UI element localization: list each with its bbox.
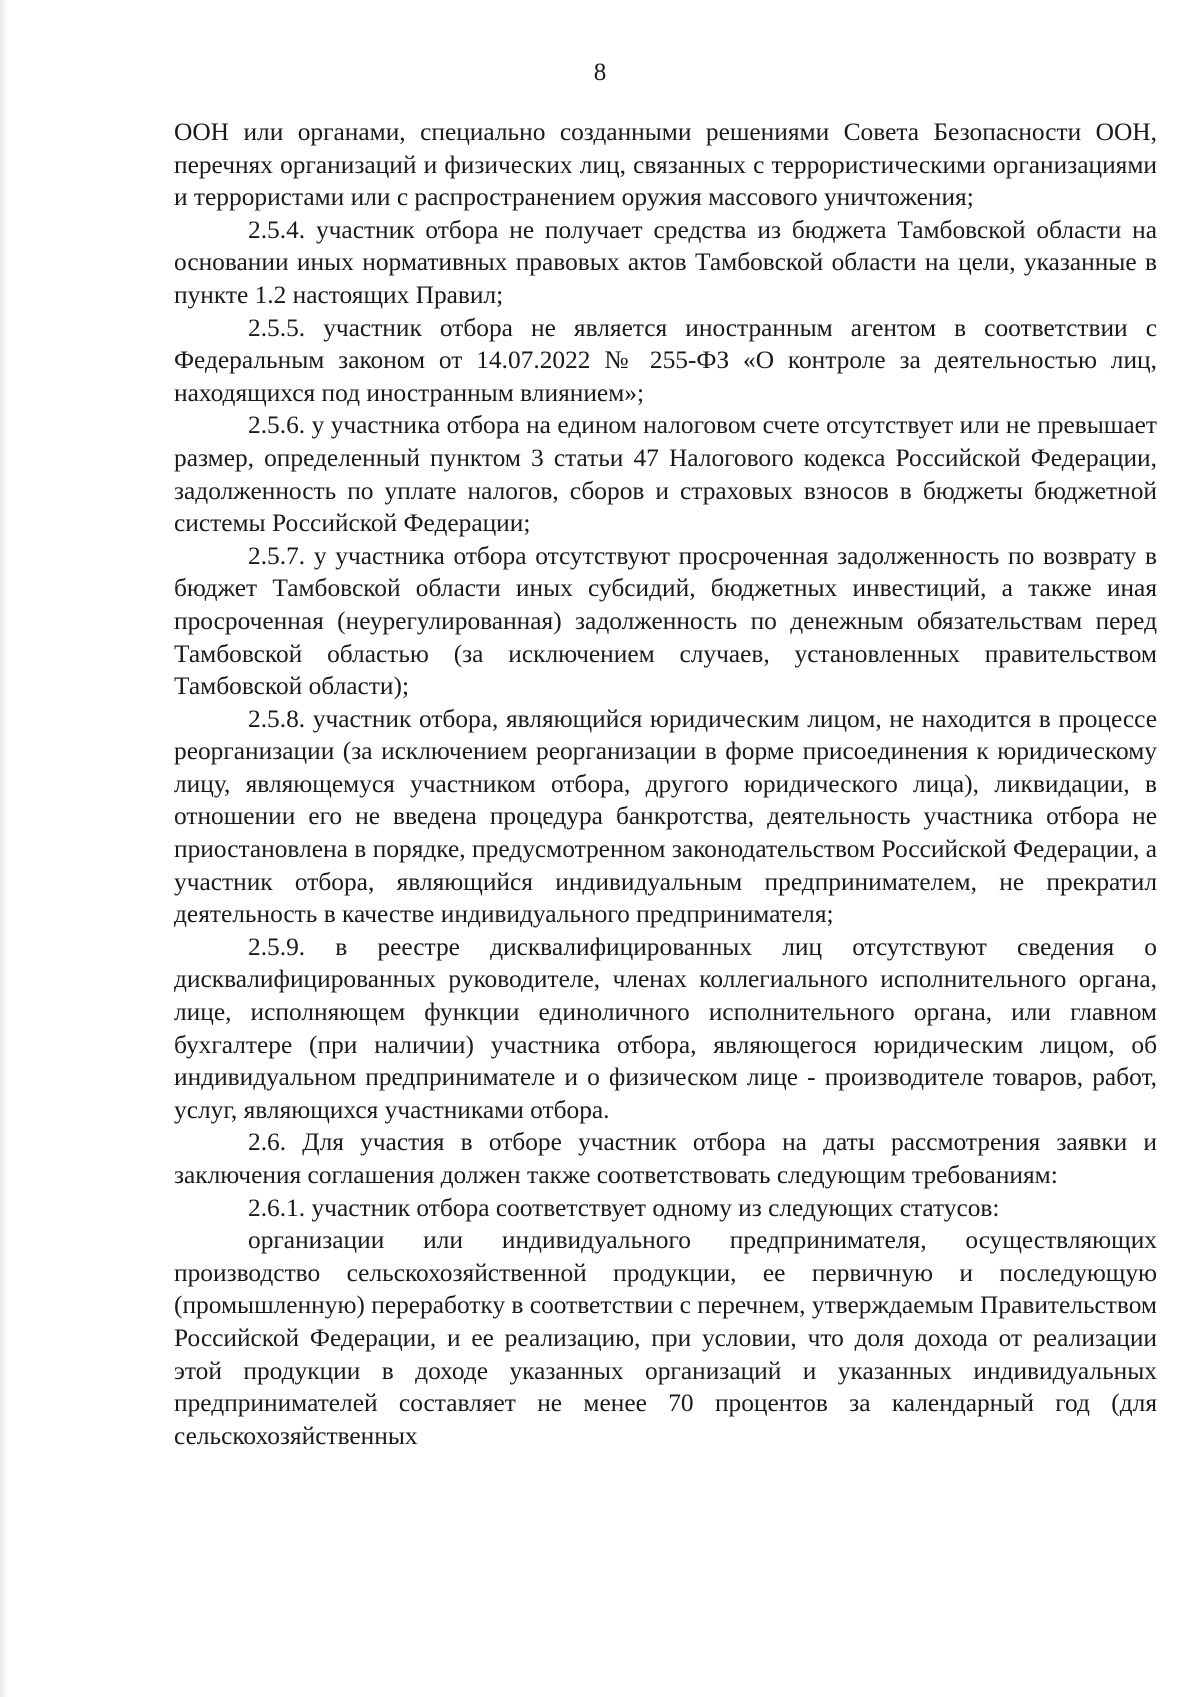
paragraph-2-5-7: 2.5.7. у участника отбора отсутствуют просроченная задолженность по возврату в бюджет Тамбовской области иных субсидий, бюджетных инвестиций, а также иная просроченная (неурегулированная) задолженность по денежным обязательствам перед Тамбовской областью (за исключением случаев, установленных правительством Тамбовской области); — [174, 541, 1157, 701]
paragraph-2-5-5: 2.5.5. участник отбора не является иностранным агентом в соответствии с Федеральным законом от 14.07.2022 № 255-ФЗ «О контроле за деятельностью лиц, находящихся под иностранным влиянием»; — [174, 313, 1157, 407]
paragraph-continuation: ООН или органами, специально созданными решениями Совета Безопасности ООН, перечнях организаций и физических лиц, связанных с террористическими организациями и террористами или с распространением оружия массового уничтожения; — [174, 118, 1157, 212]
paragraph-2-5-6: 2.5.6. у участника отбора на едином налоговом счете отсутствует или не превышает размер, определенный пунктом 3 статьи 47 Налогового кодекса Российской Федерации, задолженность по уплате налогов, сборов и страховых взносов в бюджеты бюджетной системы Российской Федерации; — [174, 411, 1157, 538]
paragraph-2-5-8: 2.5.8. участник отбора, являющийся юридическим лицом, не находится в процессе реорганизации (за исключением реорганизации в форме присоединения к юридическому лицу, являющемуся участником отбора, другого юридического лица), ликвидации, в отношении его не введена процедура банкротства, деятельность участника отбора не приостановлена в порядке, предусмотренном законодательством Российской Федерации, а участник отбора, являющийся индивидуальным предпринимателем, не прекратил деятельность в качестве индивидуального предпринимателя; — [174, 704, 1157, 929]
paragraph-2-6-1: 2.6.1. участник отбора соответствует одному из следующих статусов: — [248, 1193, 1000, 1222]
paragraph-2-6: 2.6. Для участия в отборе участник отбора на даты рассмотрения заявки и заключения соглашения должен также соответствовать следующим требованиям: — [174, 1128, 1157, 1189]
scan-edge-shadow — [0, 0, 8, 1697]
page-number: 8 — [593, 59, 607, 86]
document-body — [174, 116, 1157, 1452]
paragraph-2-5-4: 2.5.4. участник отбора не получает средства из бюджета Тамбовской области на основании иных нормативных правовых актов Тамбовской области на цели, указанные в пункте 1.2 настоящих Правил; — [174, 215, 1157, 309]
paragraph-2-5-9: 2.5.9. в реестре дисквалифицированных лиц отсутствуют сведения о дисквалифицированных руководителе, членах коллегиального исполнительного органа, лице, исполняющем функции единоличного исполнительного органа, или главном бухгалтере (при наличии) участника отбора, являющегося юридическим лицом, об индивидуальном предпринимателе и о физическом лице - производителе товаров, работ, услуг, являющихся участниками отбора. — [174, 932, 1157, 1124]
paragraph-status-organization: организации или индивидуального предпринимателя, осуществляющих производство сельскохозяйственной продукции, ее первичную и последующую (промышленную) переработку в соответствии с перечнем, утверждаемым Правительством Российской Федерации, и ее реализацию, при условии, что доля дохода от реализации этой продукции в доходе указанных организаций и указанных индивидуальных предпринимателей составляет не менее 70 процентов за календарный год (для сельскохозяйственных — [174, 1226, 1157, 1450]
